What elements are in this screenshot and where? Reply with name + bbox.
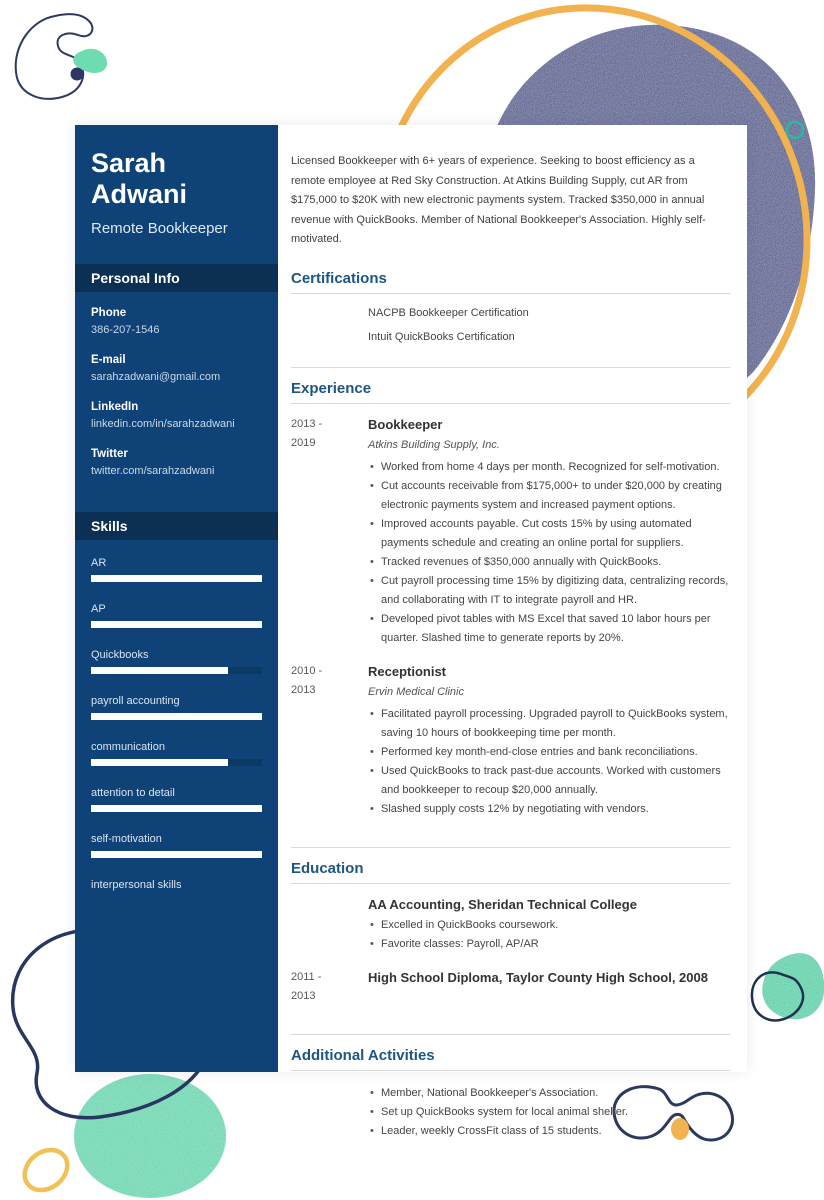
skill-item-attention-to-detail: [91, 786, 262, 812]
sidebar: [75, 125, 278, 1072]
skill-bar: [91, 621, 262, 628]
skills-list: [75, 540, 278, 904]
section-divider: [291, 883, 730, 884]
certification-item: NACPB Bookkeeper Certification: [368, 306, 529, 319]
date-from: 2013 -: [291, 417, 323, 430]
job-bullet: • Developed pivot tables with MS Excel that saved 10 labor hours per quarter. Slashed time to generate reports by 20%.: [368, 610, 730, 648]
company-name: Ervin Medical Clinic: [368, 685, 464, 698]
twitter-label: Twitter: [91, 448, 128, 460]
skill-item-communication: [91, 740, 262, 766]
entry-content: [368, 415, 730, 648]
company-name: Atkins Building Supply, Inc.: [368, 438, 500, 451]
entry-dates: [291, 415, 368, 648]
activity-bullet: • Set up QuickBooks system for local animal shelter.: [368, 1103, 730, 1122]
personal-info-item-email: [91, 352, 262, 386]
experience-body: [291, 415, 730, 847]
section-experience: [291, 367, 730, 847]
activity-bullet: • Member, National Bookkeeper's Association.: [368, 1084, 730, 1103]
job-bullet: • Tracked revenues of $350,000 annually with QuickBooks.: [368, 553, 730, 572]
linkedin-label: LinkedIn: [91, 401, 139, 413]
section-divider: [291, 1070, 730, 1071]
experience-entry-bookkeeper: [291, 415, 730, 648]
activities-bullet-list: [368, 1084, 730, 1141]
additional-activities-heading: Additional Activities: [291, 1046, 435, 1064]
resume-main-column: [278, 125, 747, 1137]
job-title: Bookkeeper: [368, 416, 443, 432]
education-entry-high-school: [291, 968, 730, 1006]
skill-bar: [91, 575, 262, 582]
date-to: 2013: [291, 989, 316, 1002]
section-education: [291, 847, 730, 1034]
activities-entry: [291, 1082, 730, 1141]
activity-bullet: • Leader, weekly CrossFit class of 15 students.: [368, 1122, 730, 1141]
section-additional-activities: [291, 1034, 730, 1169]
activities-body: [291, 1082, 730, 1169]
resume-sheet: [75, 125, 747, 1137]
job-bullet: • Performed key month-end-close entries and bank reconciliations.: [368, 743, 730, 762]
job-bullet: • Worked from home 4 days per month. Recognized for self-motivation.: [368, 458, 730, 477]
skill-bar-fill: [91, 667, 228, 674]
candidate-job-title: Remote Bookkeeper: [91, 220, 228, 237]
experience-heading: Experience: [291, 379, 372, 397]
skill-label: AP: [91, 603, 106, 615]
section-divider: [291, 293, 730, 294]
date-from: 2011 -: [291, 970, 322, 983]
skill-bar: [91, 667, 262, 674]
job-bullet: • Slashed supply costs 12% by negotiating with vendors.: [368, 800, 730, 819]
section-divider: [291, 403, 730, 404]
personal-info-list: [75, 292, 278, 501]
skill-bar-fill: [91, 851, 262, 858]
teal-speckled-circle-decoration: [74, 1074, 226, 1198]
personal-info-heading: Personal Info: [75, 264, 278, 292]
phone-label: Phone: [91, 307, 127, 319]
skill-bar: [91, 805, 262, 812]
certifications-body: [291, 305, 730, 367]
email-value[interactable]: sarahzadwani@gmail.com: [91, 371, 221, 383]
skill-bar-fill: [91, 621, 262, 628]
education-bullet-list: [368, 916, 730, 954]
entry-dates: [291, 968, 368, 1006]
entry-content: [368, 662, 730, 819]
job-bullet-list: [368, 705, 730, 819]
date-to: 2019: [291, 436, 316, 449]
twitter-value[interactable]: twitter.com/sarahzadwani: [91, 465, 215, 477]
entry-dates: [291, 662, 368, 819]
linkedin-value[interactable]: linkedin.com/in/sarahzadwani: [91, 418, 235, 430]
phone-value: 386-207-1546: [91, 324, 160, 336]
professional-summary: Licensed Bookkeeper with 6+ years of experience. Seeking to boost efficiency as a remote employee at Red Sky Construction. At Atkins Building Supply, cut AR from $175,000 to $20K with new electronic payments system. Tracked $350,000 in annual revenue with QuickBooks. Member of National Bookkeeper's Association. Highly self-motivated.: [291, 155, 706, 245]
certifications-heading: Certifications: [291, 269, 387, 287]
skill-bar: [91, 759, 262, 766]
skill-item-payroll-accounting: [91, 694, 262, 720]
yellow-egg-outline-decoration: [17, 1142, 75, 1199]
skill-bar-fill: [91, 575, 262, 582]
skill-bar: [91, 851, 262, 858]
navy-dot-decoration: [71, 68, 84, 81]
skill-label: interpersonal skills: [91, 879, 182, 891]
degree-title: AA Accounting, Sheridan Technical College: [368, 896, 637, 912]
entry-content: [368, 968, 730, 1006]
education-entry-college: [291, 895, 730, 954]
personal-info-item-phone: [91, 305, 262, 339]
skill-label: AR: [91, 557, 107, 569]
job-bullet: • Improved accounts payable. Cut costs 15% by using automated payments schedule and creating an online portal for suppliers.: [368, 515, 730, 553]
entry-dates: [291, 1082, 368, 1141]
personal-info-item-twitter: [91, 446, 262, 480]
education-bullet: • Excelled in QuickBooks coursework.: [368, 916, 730, 935]
skills-heading: Skills: [75, 512, 278, 540]
education-body: [291, 895, 730, 1034]
candidate-name: Sarah Adwani: [91, 148, 188, 209]
date-from: 2010 -: [291, 664, 323, 677]
skill-item-self-motivation: [91, 832, 262, 858]
skill-item-quickbooks: [91, 648, 262, 674]
skill-item-ar: [91, 556, 262, 582]
skill-item-ap: [91, 602, 262, 628]
skill-label: self-motivation: [91, 833, 162, 845]
certification-item: Intuit QuickBooks Certification: [368, 330, 515, 343]
email-label: E-mail: [91, 354, 126, 366]
sidebar-header: [75, 125, 278, 238]
entry-dates: [291, 895, 368, 954]
entry-content: [368, 895, 730, 954]
entry-content: [368, 1082, 730, 1141]
personal-info-item-linkedin: [91, 399, 262, 433]
job-bullet: • Cut payroll processing time 15% by digitizing data, centralizing records, and collaborating with IT to integrate payroll and HR.: [368, 572, 730, 610]
teal-blob-decoration: [762, 953, 824, 1019]
job-title: Receptionist: [368, 663, 447, 679]
education-heading: Education: [291, 859, 364, 877]
skill-bar-fill: [91, 759, 228, 766]
skill-label: Quickbooks: [91, 649, 149, 661]
skill-bar-fill: [91, 713, 262, 720]
skill-label: payroll accounting: [91, 695, 180, 707]
job-bullet: • Cut accounts receivable from $175,000+ to under $20,000 by creating electronic payments system and increased payment options.: [368, 477, 730, 515]
skill-item-interpersonal-skills: [91, 878, 262, 904]
skill-label: attention to detail: [91, 787, 175, 799]
date-to: 2013: [291, 683, 316, 696]
education-bullet: • Favorite classes: Payroll, AP/AR: [368, 935, 730, 954]
experience-entry-receptionist: [291, 662, 730, 819]
job-bullet: • Facilitated payroll processing. Upgraded payroll to QuickBooks system, saving 10 hours of bookkeeping time per month.: [368, 705, 730, 743]
skill-label: communication: [91, 741, 165, 753]
degree-title: High School Diploma, Taylor County High School, 2008: [368, 969, 708, 985]
section-certifications: [291, 270, 730, 367]
skill-bar-fill: [91, 805, 262, 812]
job-bullet-list: [368, 458, 730, 648]
job-bullet: • Used QuickBooks to track past-due accounts. Worked with customers and bookkeeper to recoup $20,000 annually.: [368, 762, 730, 800]
skill-bar: [91, 713, 262, 720]
